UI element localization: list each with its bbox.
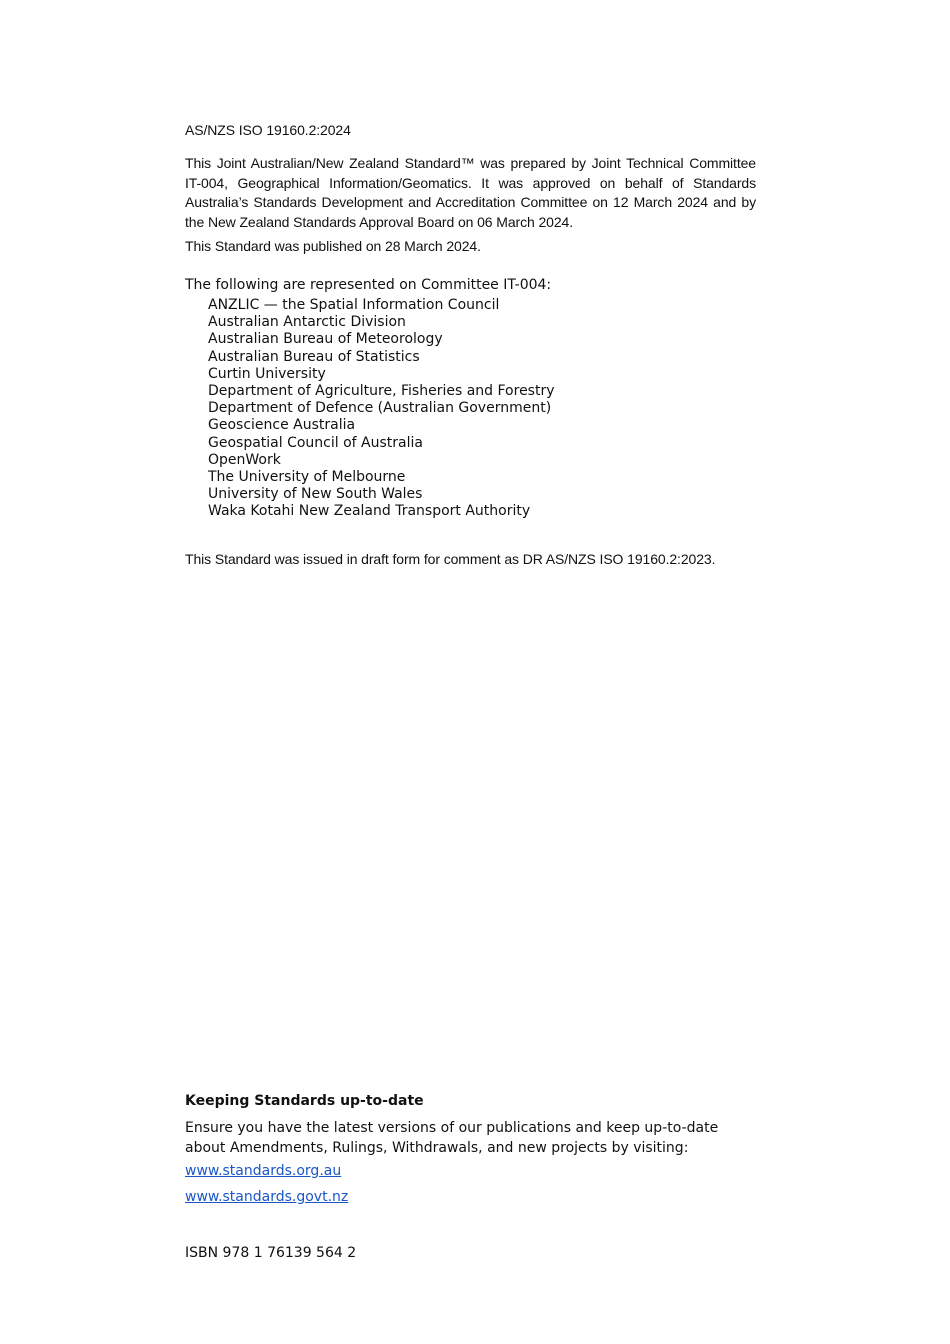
committee-member: University of New South Wales <box>208 486 423 503</box>
isbn: ISBN 978 1 76139 564 2 <box>185 1245 357 1261</box>
standard-designation: AS/NZS ISO 19160.2:2024 <box>185 122 351 138</box>
committee-member: Australian Antarctic Division <box>208 314 406 331</box>
approval-paragraph: This Joint Australian/New Zealand Standard™ was prepared by Joint Technical Committee IT-004, Geographical Information/Geomatics. It was approved on behalf of Standards Australia’s Standards Development and Accreditation Committee on 12 March 2024 and by the New Zealand Standards Approval Board on 06 March 2024. <box>185 155 756 230</box>
committee-member: Department of Agriculture, Fisheries and Forestry <box>208 383 555 400</box>
standards-australia-link[interactable]: www.standards.org.au <box>185 1163 342 1179</box>
committee-member: Australian Bureau of Meteorology <box>208 331 443 348</box>
committee-member: ANZLIC — the Spatial Information Council <box>208 297 500 313</box>
committee-member: Australian Bureau of Statistics <box>208 348 420 365</box>
committee-member-list <box>208 297 555 521</box>
committee-intro: The following are represented on Committee IT-004: <box>185 277 552 293</box>
published-statement: This Standard was published on 28 March 2024. <box>185 238 481 254</box>
committee-member: Geospatial Council of Australia <box>208 434 423 451</box>
committee-member: Department of Defence (Australian Government) <box>208 400 552 417</box>
keeping-up-to-date-heading: Keeping Standards up-to-date <box>185 1093 424 1109</box>
committee-member: Curtin University <box>208 365 326 382</box>
committee-member: The University of Melbourne <box>208 469 406 486</box>
standards-nz-link[interactable]: www.standards.govt.nz <box>185 1189 349 1205</box>
committee-member: Geoscience Australia <box>208 417 356 434</box>
committee-member: OpenWork <box>208 451 281 468</box>
draft-note: This Standard was issued in draft form for comment as DR AS/NZS ISO 19160.2:2023. <box>185 551 716 567</box>
keeping-up-to-date-text: Ensure you have the latest versions of our publications and keep up-to-date about Amendments, Rulings, Withdrawals, and new projects by visiting: <box>185 1120 719 1156</box>
committee-member: Waka Kotahi New Zealand Transport Authority <box>208 503 531 520</box>
